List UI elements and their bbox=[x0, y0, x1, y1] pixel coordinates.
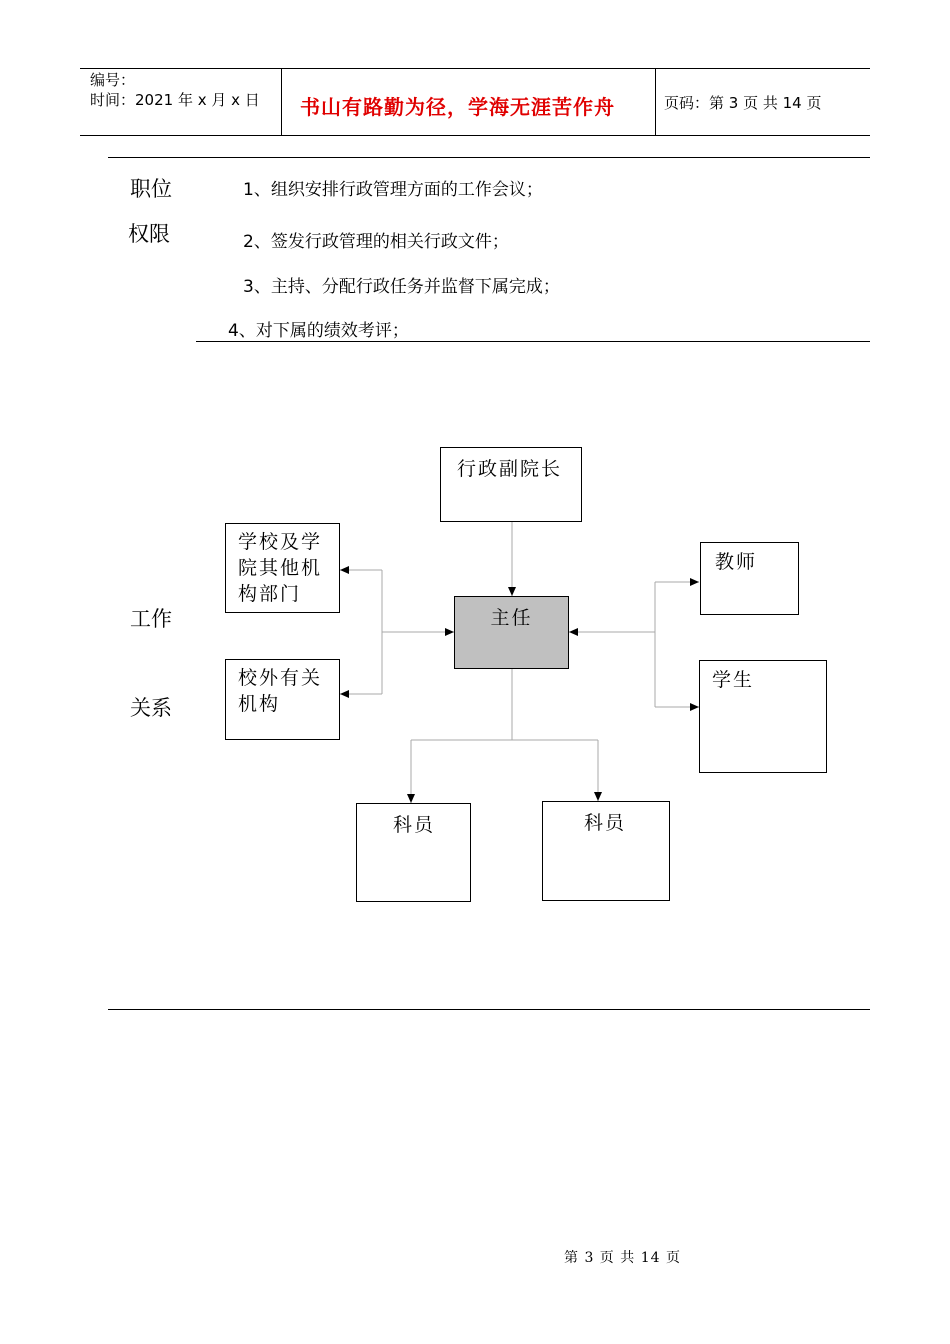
node-clerk-2 bbox=[542, 801, 670, 901]
node-school-depts-label: 学校及学院其他机构部门 bbox=[238, 531, 323, 605]
authority-item-3: 3、主持、分配行政任务并监督下属完成； bbox=[243, 277, 560, 297]
node-clerk-1-label: 科员 bbox=[393, 814, 436, 836]
node-teachers bbox=[700, 542, 799, 615]
node-school-depts bbox=[225, 523, 340, 613]
node-teachers-label: 教师 bbox=[715, 551, 758, 573]
authority-item-4: 4、对下属的绩效考评； bbox=[228, 321, 409, 341]
document-date: 时间：2021 年 x 月 x 日 bbox=[90, 91, 260, 109]
node-vice-president bbox=[440, 447, 582, 522]
node-students-label: 学生 bbox=[712, 669, 755, 691]
node-clerk-1 bbox=[356, 803, 471, 902]
node-director bbox=[454, 596, 569, 669]
relations-label-line1: 工作 bbox=[130, 607, 172, 631]
document-number-label: 编号： bbox=[90, 71, 136, 89]
authority-label-line1: 职位 bbox=[130, 177, 172, 201]
node-students bbox=[699, 660, 827, 773]
node-director-label: 主任 bbox=[490, 607, 533, 629]
page-indicator: 页码：第 3 页 共 14 页 bbox=[664, 94, 822, 112]
page-footer: 第 3 页 共 14 页 bbox=[564, 1250, 681, 1266]
node-external-orgs bbox=[225, 659, 340, 740]
authority-item-1: 1、组织安排行政管理方面的工作会议； bbox=[243, 180, 543, 200]
relations-bottom-rule bbox=[108, 1009, 870, 1010]
node-clerk-2-label: 科员 bbox=[584, 812, 627, 834]
node-vice-president-label: 行政副院长 bbox=[457, 458, 563, 480]
relations-label-line2: 关系 bbox=[130, 696, 172, 720]
authority-label-line2: 权限 bbox=[128, 222, 170, 246]
header-motto: 书山有路勤为径，学海无涯苦作舟 bbox=[300, 95, 615, 119]
node-external-orgs-label: 校外有关机构 bbox=[238, 667, 323, 715]
authority-item-2: 2、签发行政管理的相关行政文件； bbox=[243, 232, 509, 252]
